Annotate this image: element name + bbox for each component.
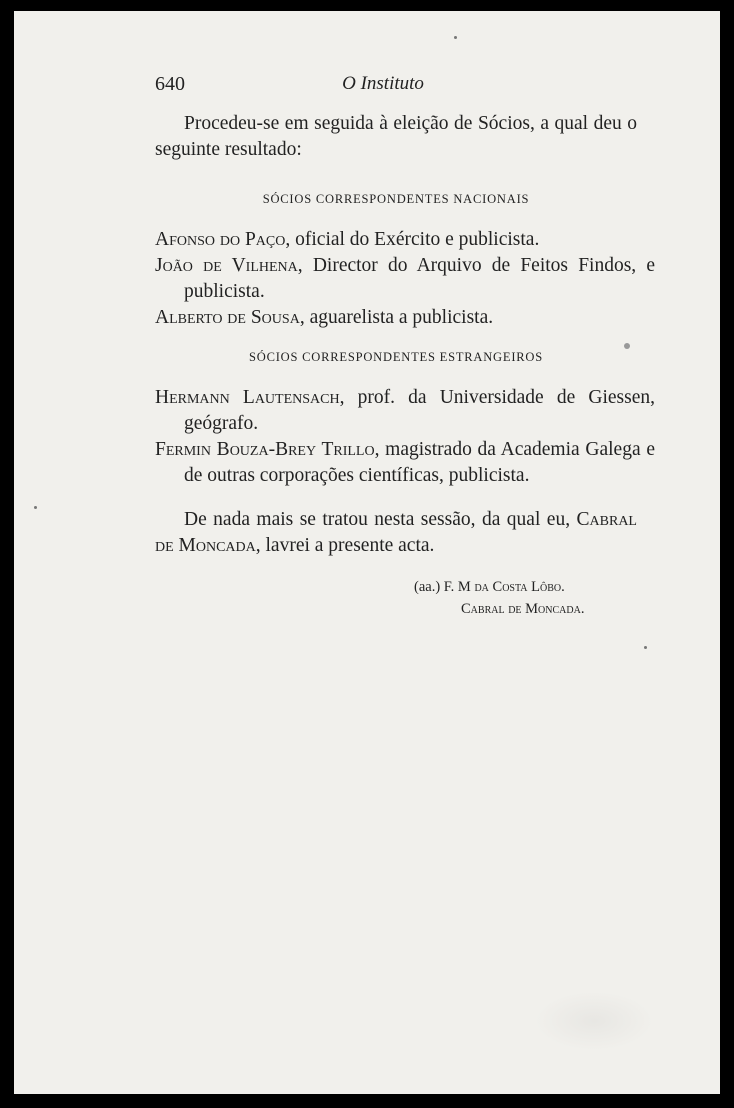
member-description: , aguarelista a publicista. — [299, 307, 494, 328]
member-entry — [155, 253, 655, 305]
member-entry — [155, 385, 655, 437]
signature-name-1: da Costa Lôbo. — [474, 579, 565, 595]
paper-speck — [34, 506, 37, 509]
running-title: O Instituto — [342, 73, 424, 94]
member-description: , oficial do Exército e publicista. — [285, 229, 540, 250]
closing-name: Cabral de Moncada — [155, 509, 637, 556]
intro-paragraph: Procedeu-se em seguida à eleição de Sócios, a qual deu o seguinte resultado: — [155, 113, 637, 160]
closing-paragraph — [155, 507, 637, 559]
member-name: Hermann Lautensach — [155, 387, 340, 408]
bleed-through-shadow — [534, 991, 654, 1051]
member-description: , prof. da Universidade de Giessen, geógrafo. — [184, 387, 656, 434]
member-description: , magistrado da Academia Galega e de outras corporações científicas, publicista. — [184, 439, 655, 486]
signature-line-2 — [461, 601, 584, 618]
document-page — [14, 11, 720, 1094]
paper-speck — [454, 36, 457, 39]
member-entry — [155, 227, 655, 253]
signature-line-1 — [414, 579, 565, 596]
closing-text-before: De nada mais se tratou nesta sessão, da qual eu, — [184, 509, 577, 530]
signature-name-2: Cabral de Moncada. — [461, 601, 585, 617]
page-number: 640 — [155, 73, 185, 95]
page-header — [155, 73, 611, 103]
member-description: , Director do Arquivo de Feitos Findos, e publicista. — [184, 255, 656, 302]
member-entry — [155, 437, 655, 489]
paper-speck — [644, 646, 647, 649]
section-heading-nacionais: SÓCIOS CORRESPONDENTES NACIONAIS — [262, 192, 530, 206]
member-entry — [155, 305, 655, 331]
paper-speck — [624, 343, 630, 349]
member-name: João de Vilhena — [155, 255, 298, 276]
member-name: Afonso do Paço — [155, 229, 286, 250]
signature-prefix: (aa.) F. M — [414, 579, 475, 595]
member-name: Alberto de Sousa — [155, 307, 300, 328]
closing-text-after: , lavrei a presente acta. — [255, 535, 435, 556]
section-heading-estrangeiros: SÓCIOS CORRESPONDENTES ESTRANGEIROS — [248, 350, 543, 364]
member-name: Fermin Bouza-Brey Trillo — [155, 439, 375, 460]
